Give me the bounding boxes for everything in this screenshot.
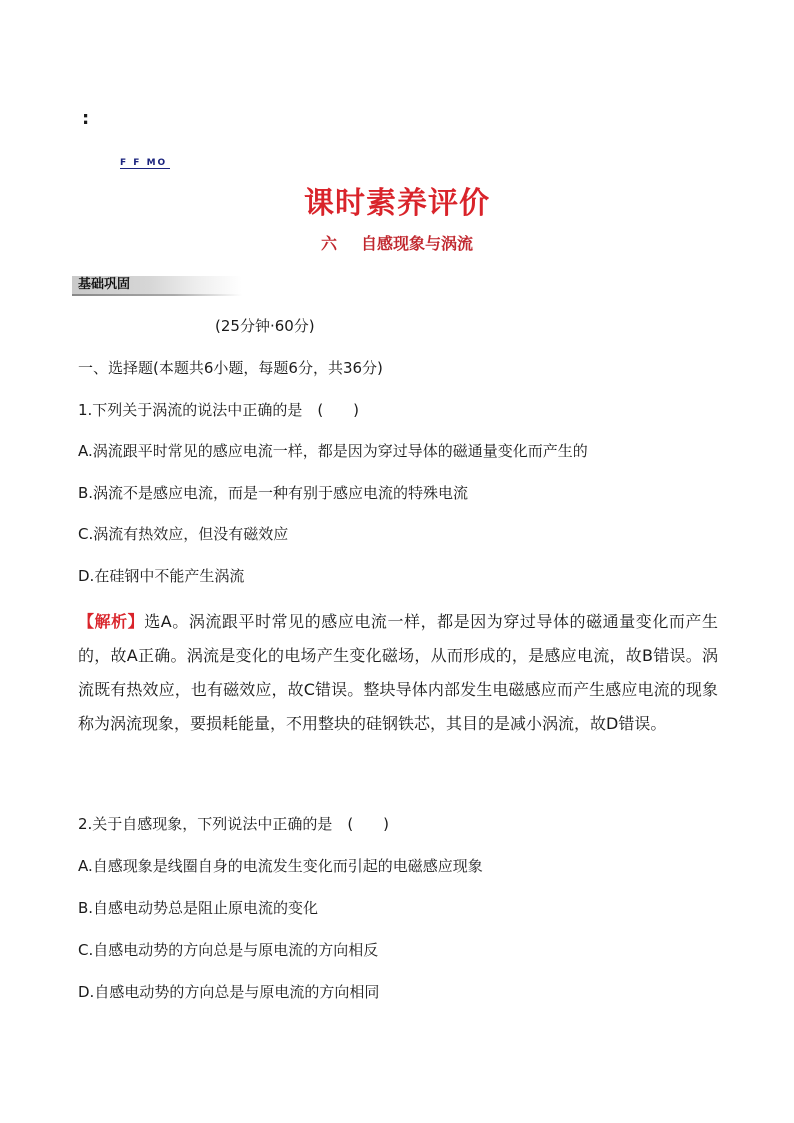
section-label: 基础巩固 bbox=[78, 277, 131, 292]
lesson-subtitle bbox=[0, 231, 794, 254]
question-2-option-b: B.自感电动势总是阻止原电流的变化 bbox=[78, 899, 319, 917]
question-1-option-b: B.涡流不是感应电流，而是一种有别于感应电流的特殊电流 bbox=[78, 484, 469, 502]
page-title: 课时素养评价 bbox=[304, 186, 490, 221]
lesson-topic: 自感现象与涡流 bbox=[361, 234, 474, 253]
question-1-option-d: D.在硅钢中不能产生涡流 bbox=[78, 567, 245, 585]
lesson-number: 六 bbox=[320, 234, 337, 253]
question-1-option-a: A.涡流跟平时常见的感应电流一样，都是因为穿过导体的磁通量变化而产生的 bbox=[78, 442, 588, 460]
header-colon: : bbox=[82, 108, 90, 129]
header-mark-link[interactable]: F F MO bbox=[120, 158, 170, 169]
question-2-option-d: D.自感电动势的方向总是与原电流的方向相同 bbox=[78, 983, 380, 1001]
part-heading: 一、选择题(本题共6小题，每题6分，共36分) bbox=[78, 359, 383, 377]
section-banner bbox=[72, 276, 242, 294]
question-1-option-c: C.涡流有热效应，但没有磁效应 bbox=[78, 525, 289, 543]
analysis-tag: 【解析】 bbox=[78, 612, 145, 631]
question-2-option-a: A.自感现象是线圈自身的电流发生变化而引起的电磁感应现象 bbox=[78, 857, 483, 875]
analysis-text: 选A。涡流跟平时常见的感应电流一样，都是因为穿过导体的磁通量变化而产生的，故A正确。涡流是变化的电场产生变化磁场，从而形成的，是感应电流，故B错误。涡流既有热效应，也有磁效应，故C错误。整块导体内部发生电磁感应而产生感应电流的现象称为涡流现象，要损耗能量，不用整块的硅钢铁芯，其目的是减小涡流，故D错误。 bbox=[78, 612, 718, 733]
question-2-option-c: C.自感电动势的方向总是与原电流的方向相反 bbox=[78, 941, 379, 959]
time-score-info: (25分钟·60分) bbox=[215, 317, 315, 335]
question-2-stem: 2.关于自感现象，下列说法中正确的是 ( ) bbox=[78, 815, 390, 833]
question-1-analysis bbox=[78, 605, 718, 741]
question-1-stem: 1.下列关于涡流的说法中正确的是 ( ) bbox=[78, 401, 360, 419]
